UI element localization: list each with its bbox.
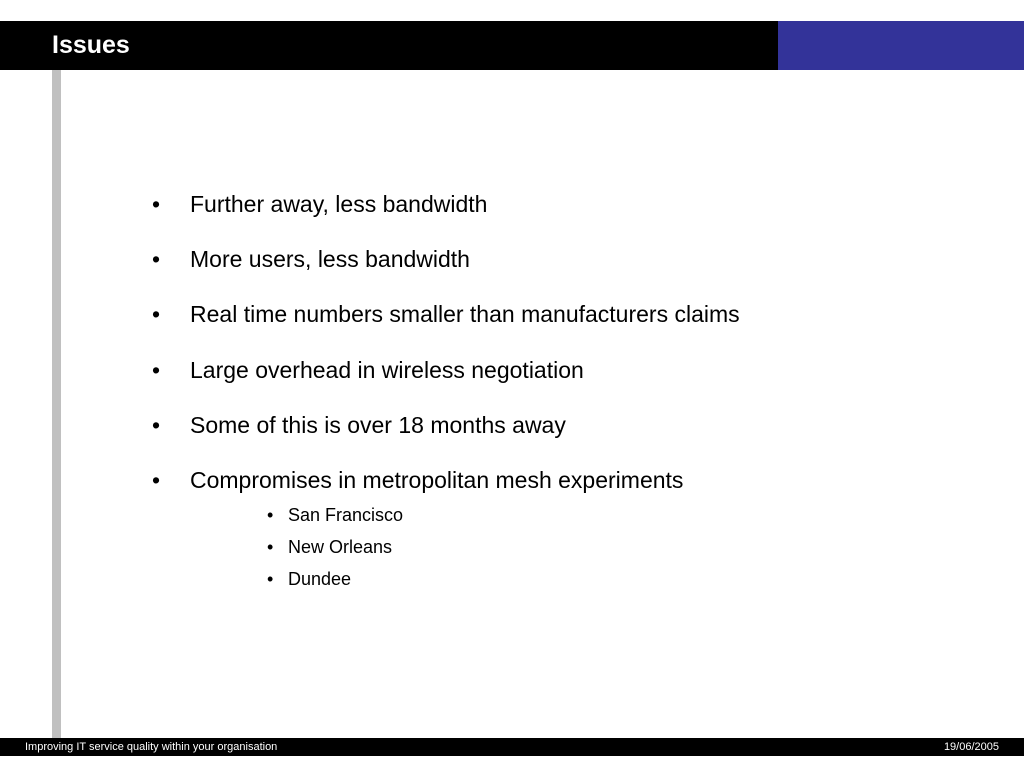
sub-bullet-item bbox=[267, 536, 392, 558]
bullet-text: Some of this is over 18 months away bbox=[190, 412, 566, 438]
sub-bullet-icon: • bbox=[267, 569, 274, 589]
bullet-text: Compromises in metropolitan mesh experiments bbox=[190, 467, 684, 493]
slide-title: Issues bbox=[52, 31, 130, 59]
bullet-icon: • bbox=[152, 357, 161, 383]
bullet-text: Real time numbers smaller than manufacturers claims bbox=[190, 301, 740, 327]
sub-bullet-text: San Francisco bbox=[288, 505, 404, 525]
bullet-icon: • bbox=[152, 301, 161, 327]
sub-bullet-text: Dundee bbox=[288, 569, 352, 589]
bullet-text: Further away, less bandwidth bbox=[190, 191, 488, 217]
title-accent-block bbox=[778, 21, 1024, 70]
bullet-item bbox=[152, 466, 683, 494]
bullet-item bbox=[152, 411, 566, 439]
sub-bullet-icon: • bbox=[267, 537, 274, 557]
bullet-icon: • bbox=[152, 246, 161, 272]
sub-bullet-text: New Orleans bbox=[288, 537, 393, 557]
bullet-icon: • bbox=[152, 467, 161, 493]
sub-bullet-icon: • bbox=[267, 505, 274, 525]
footer-date: 19/06/2005 bbox=[943, 741, 999, 753]
bullet-item bbox=[152, 300, 740, 328]
bullet-item bbox=[152, 245, 470, 273]
bullet-item bbox=[152, 190, 487, 218]
bullet-text: More users, less bandwidth bbox=[190, 246, 470, 272]
bullet-icon: • bbox=[152, 412, 161, 438]
bullet-icon: • bbox=[152, 191, 161, 217]
sub-bullet-item bbox=[267, 504, 403, 526]
bullet-item bbox=[152, 356, 584, 384]
bullet-text: Large overhead in wireless negotiation bbox=[190, 357, 584, 383]
sub-bullet-item bbox=[267, 568, 351, 590]
footer-title: Improving IT service quality within your organisation bbox=[25, 741, 278, 753]
side-rule bbox=[52, 70, 61, 738]
